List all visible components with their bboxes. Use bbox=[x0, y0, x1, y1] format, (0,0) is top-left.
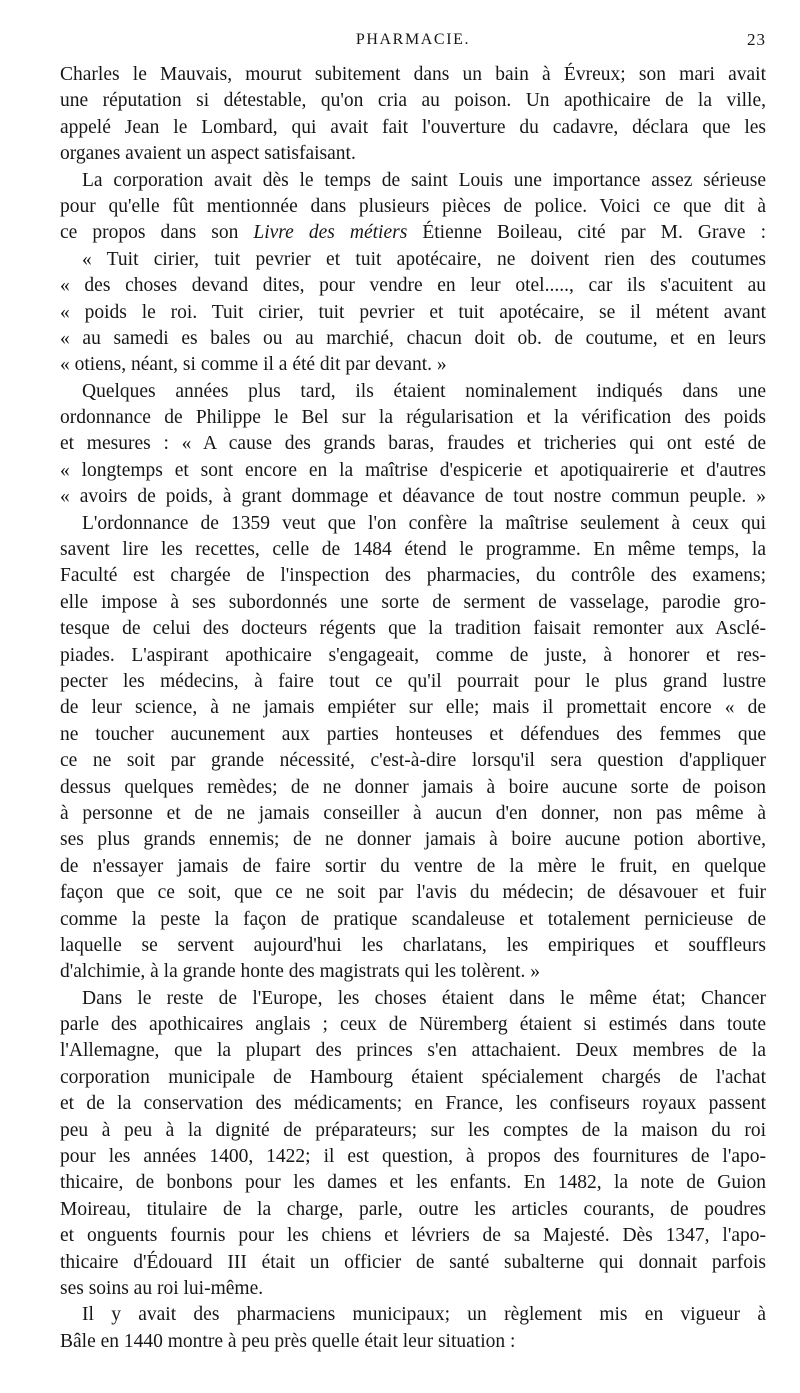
text-line: ses soins au roi lui-même. bbox=[60, 1277, 264, 1299]
text-line bbox=[60, 220, 766, 246]
text-line: tesque de celui des docteurs régents que la tradition faisait remonter aux Asclé- bbox=[60, 618, 766, 640]
text-line: thicaire, de bonbons pour les dames et les enfants. En 1482, la note de Guion bbox=[60, 1172, 766, 1194]
text-line: pour qu'elle fût mentionnée dans plusieurs pièces de police. Voici ce que dit à bbox=[60, 195, 766, 217]
text-line: « poids le roi. Tuit cirier, tuit pevrier et tuit apotécaire, se il métent avant bbox=[60, 301, 766, 323]
text-line: « longtemps et sont encore en la maîtrise d'espicerie et apotiquairerie et d'autres bbox=[60, 459, 766, 481]
text-line: pecter les médecins, à faire tout ce qu'il pourrait pour le plus grand lustre bbox=[60, 670, 766, 692]
text-line: elle impose à ses subordonnés une sorte de serment de vasselage, parodie gro- bbox=[60, 591, 766, 613]
page-number: 23 bbox=[747, 30, 766, 49]
paragraph bbox=[60, 511, 766, 986]
book-title-italic: Livre des métiers bbox=[253, 222, 408, 244]
text-line: et de la conservation des médicaments; en France, les confiseurs royaux passent bbox=[60, 1093, 766, 1115]
running-title: PHARMACIE. bbox=[355, 31, 471, 48]
text-line: de n'essayer jamais de faire sortir du ventre de la mère le fruit, en quelque bbox=[60, 855, 766, 877]
text-line: piades. L'aspirant apothicaire s'engageait, comme de juste, à honorer et res- bbox=[60, 644, 766, 666]
text-line: « otiens, néant, si comme il a été dit par devant. » bbox=[60, 354, 447, 376]
quotation bbox=[60, 247, 766, 379]
text-line: organes avaient un aspect satisfaisant. bbox=[60, 143, 356, 165]
text-line: et onguents fournis pour les chiens et lévriers de sa Majesté. Dès 1347, l'apo- bbox=[60, 1225, 766, 1247]
text-line: Faculté est chargée de l'inspection des pharmacies, du contrôle des examens; bbox=[60, 565, 766, 587]
text-segment: ce propos dans son bbox=[60, 222, 254, 244]
text-line: ce ne soit par grande nécessité, c'est-à-dire lorsqu'il sera question d'appliquer bbox=[60, 750, 766, 772]
text-line: savent lire les recettes, celle de 1484 étend le programme. En même temps, la bbox=[60, 539, 766, 561]
text-line: ne toucher aucunement aux parties honteuses et défendues des femmes que bbox=[60, 723, 766, 745]
text-line: pour les années 1400, 1422; il est question, à propos des fournitures de l'apo- bbox=[60, 1146, 766, 1168]
text-line: et mesures : « A cause des grands baras, fraudes et tricheries qui ont esté de bbox=[60, 433, 766, 455]
paragraph bbox=[60, 62, 766, 168]
paragraph bbox=[60, 986, 766, 1303]
text-line: l'Allemagne, que la plupart des princes s'en attachaient. Deux membres de la bbox=[60, 1040, 766, 1062]
text-line: thicaire d'Édouard III était un officier de santé subalterne qui donnait parfois bbox=[60, 1251, 766, 1273]
text-line: Charles le Mauvais, mourut subitement dans un bain à Évreux; son mari avait bbox=[60, 64, 766, 85]
text-line: Moireau, titulaire de la charge, parle, outre les articles courants, de poudres bbox=[60, 1198, 766, 1220]
text-line: de leur science, à ne jamais empiéter sur elle; mais il promettait encore « de bbox=[60, 697, 766, 719]
text-line: La corporation avait dès le temps de saint Louis une importance assez sérieuse bbox=[82, 169, 766, 191]
text-line: parle des apothicaires anglais ; ceux de Nüremberg étaient si estimés dans toute bbox=[60, 1014, 766, 1036]
text-line: peu à peu à la dignité de préparateurs; sur les comptes de la maison du roi bbox=[60, 1119, 766, 1141]
paragraph bbox=[60, 1302, 766, 1355]
text-line: Il y avait des pharmaciens municipaux; un règlement mis en vigueur à bbox=[82, 1304, 766, 1326]
paragraph bbox=[60, 379, 766, 511]
text-line: appelé Jean le Lombard, qui avait fait l'ouverture du cadavre, déclara que les bbox=[60, 116, 766, 138]
text-line: dessus quelques remèdes; de ne donner jamais à boire aucune sorte de poison bbox=[60, 776, 766, 798]
text-line: comme la peste la façon de pratique scandaleuse et totalement pernicieuse de bbox=[60, 908, 766, 930]
text-line: ses plus grands ennemis; de ne donner jamais à boire aucune potion abortive, bbox=[60, 829, 766, 851]
text-line: Quelques années plus tard, ils étaient nominalement indiqués dans une bbox=[82, 380, 766, 402]
text-line: Dans le reste de l'Europe, les choses étaient dans le même état; Chancer bbox=[82, 987, 766, 1009]
text-line: corporation municipale de Hambourg étaient spécialement chargés de l'achat bbox=[60, 1066, 766, 1088]
text-line: « Tuit cirier, tuit pevrier et tuit apotécaire, ne doivent rien des coutumes bbox=[82, 248, 766, 270]
page-body bbox=[60, 62, 766, 1355]
text-line: d'alchimie, à la grande honte des magistrats qui les tolèrent. » bbox=[60, 961, 541, 983]
text-line: façon que ce soit, que ce ne soit par l'avis du médecin; de désavouer et fuir bbox=[60, 882, 766, 904]
text-line: laquelle se servent aujourd'hui les charlatans, les empiriques et souffleurs bbox=[60, 934, 766, 956]
text-line: Bâle en 1440 montre à peu près quelle était leur situation : bbox=[60, 1330, 516, 1352]
text-line: « des choses devand dites, pour vendre en leur otel....., car ils s'acuitent au bbox=[60, 275, 766, 297]
text-line: ordonnance de Philippe le Bel sur la régularisation et la vérification des poids bbox=[60, 407, 766, 429]
page-header bbox=[60, 28, 766, 52]
paragraph bbox=[60, 168, 766, 247]
text-line: « avoirs de poids, à grant dommage et déavance de tout nostre commun peuple. » bbox=[60, 486, 766, 508]
text-line: une réputation si détestable, qu'on cria au poison. Un apothicaire de la ville, bbox=[60, 90, 766, 112]
text-line: « au samedi es bales ou au marchié, chacun doit ob. de coutume, et en leurs bbox=[60, 327, 766, 349]
text-line: L'ordonnance de 1359 veut que l'on confère la maîtrise seulement à ceux qui bbox=[82, 512, 766, 534]
text-line: à personne et de ne jamais conseiller à aucun d'en donner, non pas même à bbox=[60, 802, 766, 824]
text-segment: Étienne Boileau, cité par M. Grave : bbox=[407, 222, 766, 244]
